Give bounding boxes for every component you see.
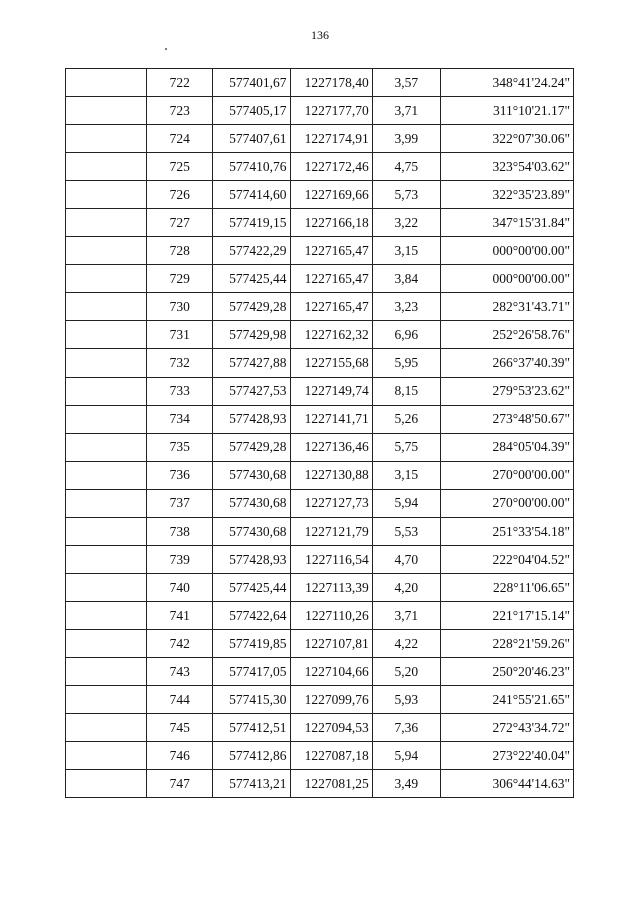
y-coordinate-cell: 1227165,47 bbox=[290, 293, 372, 321]
y-coordinate-cell: 1227116,54 bbox=[290, 545, 372, 573]
blank-cell bbox=[66, 69, 147, 97]
blank-cell bbox=[66, 742, 147, 770]
bearing-cell: 272°43'34.72" bbox=[440, 714, 573, 742]
table-row bbox=[66, 293, 574, 321]
y-coordinate-cell: 1227166,18 bbox=[290, 209, 372, 237]
y-coordinate-cell: 1227162,32 bbox=[290, 321, 372, 349]
blank-cell bbox=[66, 601, 147, 629]
table-row bbox=[66, 237, 574, 265]
point-number-cell: 746 bbox=[147, 742, 213, 770]
coordinates-table bbox=[65, 68, 574, 798]
y-coordinate-cell: 1227178,40 bbox=[290, 69, 372, 97]
blank-cell bbox=[66, 153, 147, 181]
distance-cell: 5,26 bbox=[372, 405, 440, 433]
x-coordinate-cell: 577430,68 bbox=[213, 461, 290, 489]
y-coordinate-cell: 1227169,66 bbox=[290, 181, 372, 209]
bearing-cell: 306°44'14.63" bbox=[440, 770, 573, 798]
distance-cell: 4,20 bbox=[372, 573, 440, 601]
coordinates-table-body bbox=[66, 69, 574, 798]
x-coordinate-cell: 577425,44 bbox=[213, 573, 290, 601]
point-number-cell: 747 bbox=[147, 770, 213, 798]
table-row bbox=[66, 209, 574, 237]
blank-cell bbox=[66, 377, 147, 405]
y-coordinate-cell: 1227094,53 bbox=[290, 714, 372, 742]
distance-cell: 5,73 bbox=[372, 181, 440, 209]
x-coordinate-cell: 577430,68 bbox=[213, 489, 290, 517]
x-coordinate-cell: 577422,29 bbox=[213, 237, 290, 265]
table-row bbox=[66, 601, 574, 629]
distance-cell: 5,75 bbox=[372, 433, 440, 461]
point-number-cell: 727 bbox=[147, 209, 213, 237]
table-row bbox=[66, 770, 574, 798]
x-coordinate-cell: 577425,44 bbox=[213, 265, 290, 293]
bearing-cell: 323°54'03.62" bbox=[440, 153, 573, 181]
blank-cell bbox=[66, 686, 147, 714]
table-row bbox=[66, 377, 574, 405]
x-coordinate-cell: 577407,61 bbox=[213, 125, 290, 153]
y-coordinate-cell: 1227099,76 bbox=[290, 686, 372, 714]
distance-cell: 4,75 bbox=[372, 153, 440, 181]
table-row bbox=[66, 125, 574, 153]
y-coordinate-cell: 1227081,25 bbox=[290, 770, 372, 798]
distance-cell: 3,57 bbox=[372, 69, 440, 97]
x-coordinate-cell: 577413,21 bbox=[213, 770, 290, 798]
distance-cell: 5,94 bbox=[372, 489, 440, 517]
point-number-cell: 741 bbox=[147, 601, 213, 629]
bearing-cell: 241°55'21.65" bbox=[440, 686, 573, 714]
table-row bbox=[66, 349, 574, 377]
point-number-cell: 730 bbox=[147, 293, 213, 321]
distance-cell: 3,71 bbox=[372, 97, 440, 125]
point-number-cell: 738 bbox=[147, 517, 213, 545]
blank-cell bbox=[66, 293, 147, 321]
point-number-cell: 745 bbox=[147, 714, 213, 742]
point-number-cell: 722 bbox=[147, 69, 213, 97]
x-coordinate-cell: 577428,93 bbox=[213, 405, 290, 433]
table-row bbox=[66, 686, 574, 714]
blank-cell bbox=[66, 433, 147, 461]
page-number: 136 bbox=[311, 28, 329, 42]
y-coordinate-cell: 1227087,18 bbox=[290, 742, 372, 770]
distance-cell: 5,53 bbox=[372, 517, 440, 545]
table-row bbox=[66, 461, 574, 489]
x-coordinate-cell: 577427,53 bbox=[213, 377, 290, 405]
point-number-cell: 744 bbox=[147, 686, 213, 714]
point-number-cell: 737 bbox=[147, 489, 213, 517]
y-coordinate-cell: 1227130,88 bbox=[290, 461, 372, 489]
bearing-cell: 348°41'24.24" bbox=[440, 69, 573, 97]
x-coordinate-cell: 577412,51 bbox=[213, 714, 290, 742]
point-number-cell: 734 bbox=[147, 405, 213, 433]
bearing-cell: 322°35'23.89" bbox=[440, 181, 573, 209]
blank-cell bbox=[66, 770, 147, 798]
table-row bbox=[66, 153, 574, 181]
table-row bbox=[66, 181, 574, 209]
blank-cell bbox=[66, 97, 147, 125]
blank-cell bbox=[66, 489, 147, 517]
blank-cell bbox=[66, 545, 147, 573]
point-number-cell: 732 bbox=[147, 349, 213, 377]
x-coordinate-cell: 577430,68 bbox=[213, 517, 290, 545]
table-row bbox=[66, 321, 574, 349]
bearing-cell: 252°26'58.76" bbox=[440, 321, 573, 349]
distance-cell: 3,15 bbox=[372, 461, 440, 489]
table-row bbox=[66, 433, 574, 461]
y-coordinate-cell: 1227127,73 bbox=[290, 489, 372, 517]
blank-cell bbox=[66, 573, 147, 601]
bearing-cell: 282°31'43.71" bbox=[440, 293, 573, 321]
point-number-cell: 728 bbox=[147, 237, 213, 265]
x-coordinate-cell: 577429,28 bbox=[213, 433, 290, 461]
y-coordinate-cell: 1227155,68 bbox=[290, 349, 372, 377]
distance-cell: 4,22 bbox=[372, 629, 440, 657]
blank-cell bbox=[66, 237, 147, 265]
y-coordinate-cell: 1227177,70 bbox=[290, 97, 372, 125]
distance-cell: 3,84 bbox=[372, 265, 440, 293]
distance-cell: 7,36 bbox=[372, 714, 440, 742]
x-coordinate-cell: 577412,86 bbox=[213, 742, 290, 770]
distance-cell: 5,20 bbox=[372, 657, 440, 685]
distance-cell: 3,99 bbox=[372, 125, 440, 153]
y-coordinate-cell: 1227165,47 bbox=[290, 265, 372, 293]
x-coordinate-cell: 577419,15 bbox=[213, 209, 290, 237]
bearing-cell: 000°00'00.00" bbox=[440, 265, 573, 293]
bearing-cell: 347°15'31.84" bbox=[440, 209, 573, 237]
blank-cell bbox=[66, 125, 147, 153]
point-number-cell: 724 bbox=[147, 125, 213, 153]
bearing-cell: 311°10'21.17" bbox=[440, 97, 573, 125]
point-number-cell: 726 bbox=[147, 181, 213, 209]
bearing-cell: 228°11'06.65" bbox=[440, 573, 573, 601]
y-coordinate-cell: 1227136,46 bbox=[290, 433, 372, 461]
bearing-cell: 273°48'50.67" bbox=[440, 405, 573, 433]
table-row bbox=[66, 489, 574, 517]
point-number-cell: 742 bbox=[147, 629, 213, 657]
bearing-cell: 266°37'40.39" bbox=[440, 349, 573, 377]
distance-cell: 4,70 bbox=[372, 545, 440, 573]
x-coordinate-cell: 577419,85 bbox=[213, 629, 290, 657]
distance-cell: 3,71 bbox=[372, 601, 440, 629]
bearing-cell: 228°21'59.26" bbox=[440, 629, 573, 657]
blank-cell bbox=[66, 517, 147, 545]
y-coordinate-cell: 1227172,46 bbox=[290, 153, 372, 181]
y-coordinate-cell: 1227113,39 bbox=[290, 573, 372, 601]
blank-cell bbox=[66, 405, 147, 433]
bearing-cell: 270°00'00.00" bbox=[440, 461, 573, 489]
distance-cell: 3,49 bbox=[372, 770, 440, 798]
point-number-cell: 729 bbox=[147, 265, 213, 293]
bearing-cell: 279°53'23.62" bbox=[440, 377, 573, 405]
x-coordinate-cell: 577428,93 bbox=[213, 545, 290, 573]
blank-cell bbox=[66, 629, 147, 657]
point-number-cell: 739 bbox=[147, 545, 213, 573]
table-row bbox=[66, 265, 574, 293]
y-coordinate-cell: 1227174,91 bbox=[290, 125, 372, 153]
y-coordinate-cell: 1227141,71 bbox=[290, 405, 372, 433]
y-coordinate-cell: 1227110,26 bbox=[290, 601, 372, 629]
table-row bbox=[66, 629, 574, 657]
y-coordinate-cell: 1227104,66 bbox=[290, 657, 372, 685]
table-row bbox=[66, 69, 574, 97]
point-number-cell: 743 bbox=[147, 657, 213, 685]
distance-cell: 8,15 bbox=[372, 377, 440, 405]
x-coordinate-cell: 577417,05 bbox=[213, 657, 290, 685]
bearing-cell: 250°20'46.23" bbox=[440, 657, 573, 685]
bearing-cell: 251°33'54.18" bbox=[440, 517, 573, 545]
table-row bbox=[66, 97, 574, 125]
bearing-cell: 222°04'04.52" bbox=[440, 545, 573, 573]
point-number-cell: 736 bbox=[147, 461, 213, 489]
blank-cell bbox=[66, 209, 147, 237]
blank-cell bbox=[66, 461, 147, 489]
x-coordinate-cell: 577429,28 bbox=[213, 293, 290, 321]
y-coordinate-cell: 1227149,74 bbox=[290, 377, 372, 405]
scan-speck bbox=[165, 48, 167, 50]
bearing-cell: 000°00'00.00" bbox=[440, 237, 573, 265]
y-coordinate-cell: 1227165,47 bbox=[290, 237, 372, 265]
bearing-cell: 273°22'40.04" bbox=[440, 742, 573, 770]
distance-cell: 3,15 bbox=[372, 237, 440, 265]
blank-cell bbox=[66, 657, 147, 685]
distance-cell: 6,96 bbox=[372, 321, 440, 349]
x-coordinate-cell: 577422,64 bbox=[213, 601, 290, 629]
point-number-cell: 740 bbox=[147, 573, 213, 601]
x-coordinate-cell: 577429,98 bbox=[213, 321, 290, 349]
blank-cell bbox=[66, 181, 147, 209]
point-number-cell: 725 bbox=[147, 153, 213, 181]
blank-cell bbox=[66, 265, 147, 293]
table-row bbox=[66, 742, 574, 770]
bearing-cell: 270°00'00.00" bbox=[440, 489, 573, 517]
table-row bbox=[66, 545, 574, 573]
point-number-cell: 731 bbox=[147, 321, 213, 349]
x-coordinate-cell: 577427,88 bbox=[213, 349, 290, 377]
distance-cell: 5,95 bbox=[372, 349, 440, 377]
point-number-cell: 735 bbox=[147, 433, 213, 461]
distance-cell: 5,93 bbox=[372, 686, 440, 714]
table-row bbox=[66, 517, 574, 545]
table-row bbox=[66, 405, 574, 433]
table-row bbox=[66, 714, 574, 742]
x-coordinate-cell: 577401,67 bbox=[213, 69, 290, 97]
table-row bbox=[66, 573, 574, 601]
y-coordinate-cell: 1227107,81 bbox=[290, 629, 372, 657]
x-coordinate-cell: 577414,60 bbox=[213, 181, 290, 209]
point-number-cell: 733 bbox=[147, 377, 213, 405]
distance-cell: 3,22 bbox=[372, 209, 440, 237]
blank-cell bbox=[66, 321, 147, 349]
blank-cell bbox=[66, 349, 147, 377]
distance-cell: 3,23 bbox=[372, 293, 440, 321]
x-coordinate-cell: 577410,76 bbox=[213, 153, 290, 181]
blank-cell bbox=[66, 714, 147, 742]
x-coordinate-cell: 577415,30 bbox=[213, 686, 290, 714]
bearing-cell: 221°17'15.14" bbox=[440, 601, 573, 629]
y-coordinate-cell: 1227121,79 bbox=[290, 517, 372, 545]
bearing-cell: 284°05'04.39" bbox=[440, 433, 573, 461]
distance-cell: 5,94 bbox=[372, 742, 440, 770]
point-number-cell: 723 bbox=[147, 97, 213, 125]
bearing-cell: 322°07'30.06" bbox=[440, 125, 573, 153]
table-row bbox=[66, 657, 574, 685]
x-coordinate-cell: 577405,17 bbox=[213, 97, 290, 125]
